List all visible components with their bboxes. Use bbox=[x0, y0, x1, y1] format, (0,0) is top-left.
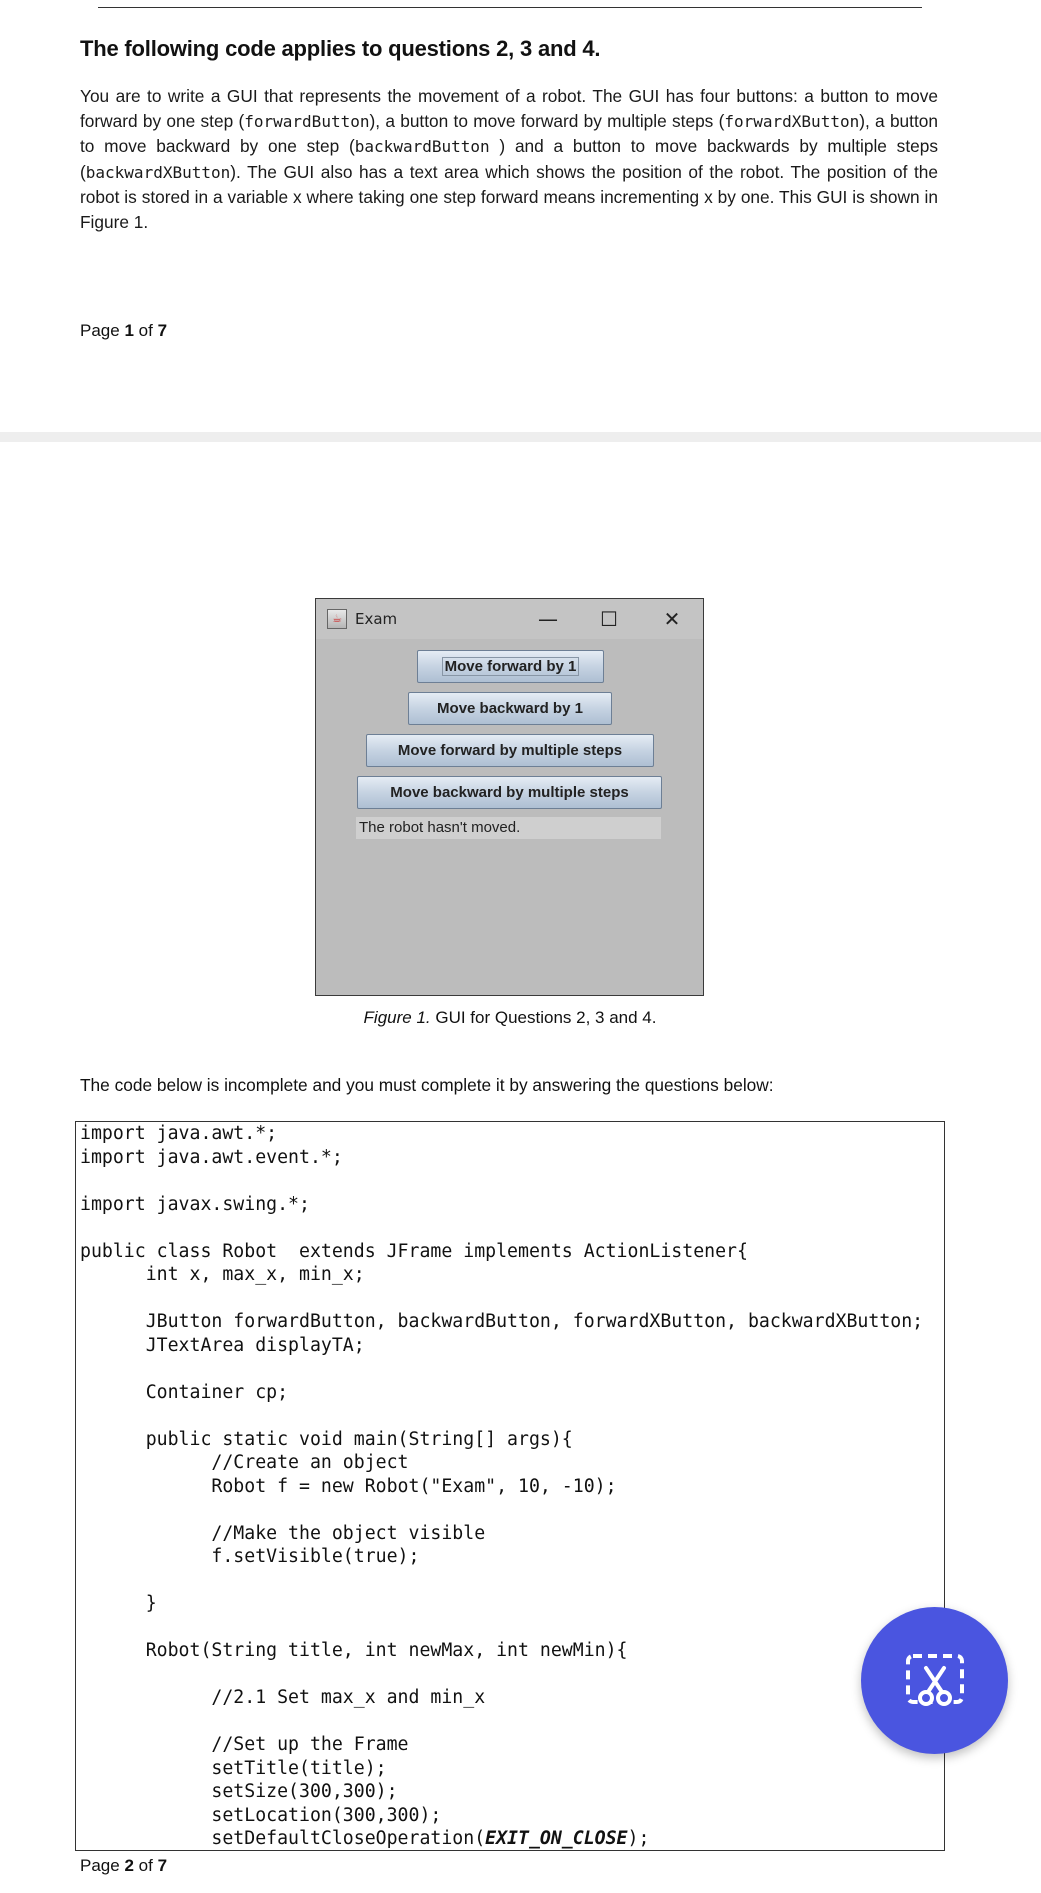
close-icon[interactable]: ✕ bbox=[663, 607, 681, 631]
page-number-2: Page 2 of 7 bbox=[80, 1856, 168, 1875]
code-line: setLocation(300,300); bbox=[80, 1804, 442, 1826]
code-line: //Create an object bbox=[80, 1452, 409, 1473]
code-line: import java.awt.*; bbox=[80, 1123, 278, 1144]
screenshot-scissors-icon bbox=[902, 1648, 968, 1714]
code-line: //Make the object visible bbox=[80, 1522, 486, 1544]
code-line: import java.awt.event.*; bbox=[80, 1146, 343, 1168]
move-forward-multiple-button[interactable]: Move forward by multiple steps bbox=[366, 734, 654, 767]
document-page-1 bbox=[0, 0, 1041, 432]
code-line: Robot(String title, int newMax, int newMin){ bbox=[80, 1640, 628, 1661]
code-line: Container cp; bbox=[80, 1381, 289, 1403]
figure-java-window bbox=[315, 598, 704, 996]
page-separator bbox=[0, 432, 1041, 442]
code-constant: EXIT_ON_CLOSE bbox=[485, 1828, 628, 1849]
section-heading: The following code applies to questions 2, 3 and 4. bbox=[80, 36, 601, 61]
code-line: //Set up the Frame bbox=[80, 1734, 409, 1755]
code-line: //2.1 Set max_x and min_x bbox=[80, 1687, 486, 1708]
screenshot-fab-button[interactable] bbox=[861, 1607, 1008, 1754]
code-line: import javax.swing.*; bbox=[80, 1193, 310, 1215]
code-line: int x, max_x, min_x; bbox=[80, 1264, 365, 1285]
minimize-icon[interactable]: — bbox=[538, 607, 558, 631]
top-rule bbox=[98, 7, 922, 8]
window-titlebar bbox=[316, 599, 703, 639]
code-line: f.setVisible(true); bbox=[80, 1546, 420, 1567]
code-line: JTextArea displayTA; bbox=[80, 1334, 365, 1356]
window-title: Exam bbox=[355, 610, 398, 628]
position-text-area[interactable]: The robot hasn't moved. bbox=[356, 817, 661, 839]
code-line: setSize(300,300); bbox=[80, 1781, 398, 1802]
code-line: public static void main(String[] args){ bbox=[80, 1428, 573, 1450]
java-cup-icon: ☕ bbox=[327, 609, 347, 629]
code-line: JButton forwardButton, backwardButton, forwardXButton, backwardXButton; bbox=[80, 1311, 924, 1332]
move-backward-multiple-button[interactable]: Move backward by multiple steps bbox=[357, 776, 662, 809]
page-number: Page 1 of 7 bbox=[80, 321, 168, 340]
code-line: setDefaultCloseOperation(EXIT_ON_CLOSE); bbox=[80, 1828, 650, 1849]
intro-paragraph: You are to write a GUI that represents the movement of a robot. The GUI has four buttons: a button to move forward by one step (forwardButton), a button to move forward by multiple steps (forwardXButton), a button to move backward by one step (backwardButton ) and a button to move backwards by multiple steps (backwardXButton). The GUI also has a text area which shows the position of the robot. The position of the robot is stored in a variable x where taking one step forward means incrementing x by one. This GUI is shown in Figure 1. bbox=[80, 86, 938, 232]
figure-caption: Figure 1. GUI for Questions 2, 3 and 4. bbox=[363, 1008, 657, 1027]
code-line: } bbox=[80, 1593, 157, 1614]
code-lead-text: The code below is incomplete and you must complete it by answering the questions below: bbox=[80, 1075, 774, 1095]
code-line: Robot f = new Robot("Exam", 10, -10); bbox=[80, 1475, 617, 1497]
move-forward-1-button[interactable]: Move forward by 1 bbox=[417, 650, 604, 683]
move-backward-1-button[interactable]: Move backward by 1 bbox=[408, 692, 612, 725]
code-block bbox=[76, 1122, 944, 1851]
code-listing bbox=[75, 1121, 945, 1851]
maximize-icon[interactable]: ☐ bbox=[600, 607, 618, 631]
code-line: setTitle(title); bbox=[80, 1757, 387, 1779]
code-line: public class Robot extends JFrame implements ActionListener{ bbox=[80, 1240, 748, 1262]
